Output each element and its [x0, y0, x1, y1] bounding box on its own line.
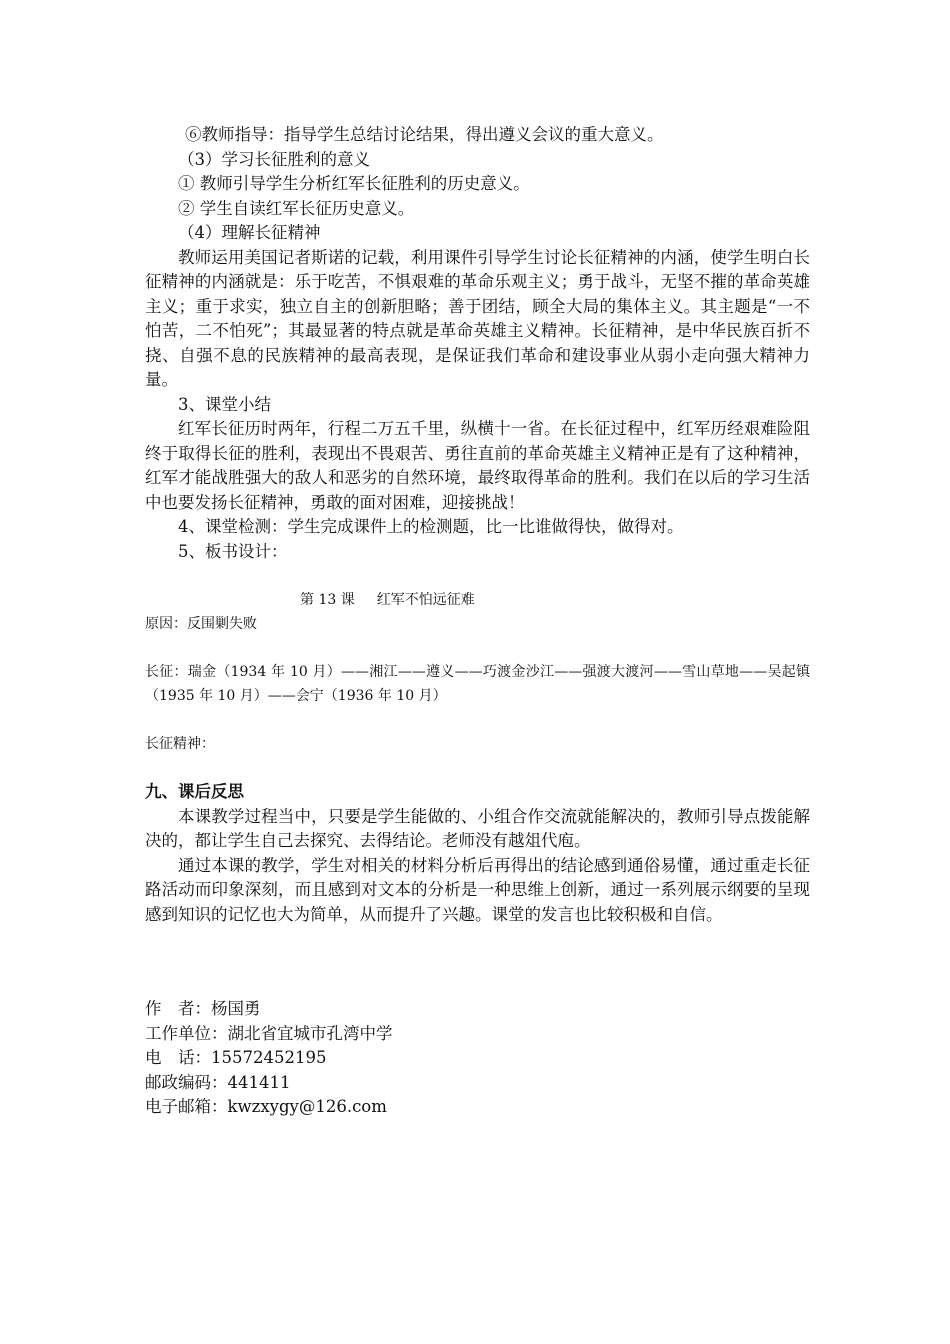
step-teacher-guidance: ⑥教师指导：指导学生总结讨论结果，得出遵义会议的重大意义。 — [185, 125, 664, 144]
step-self-reading: ② 学生自读红军长征历史意义。 — [178, 198, 415, 218]
author-email: 电子邮箱：kwzxygy@126.com — [145, 1097, 387, 1116]
paragraph-spirit: 教师运用美国记者斯诺的记载，利用课件引导学生讨论长征精神的内涵，使学生明白长征精神的内涵就是：乐于吃苦，不惧艰难的革命乐观主义；勇于战斗，无坚不摧的革命英雄主义；重于求实，独立自主的创新胆略；善于团结，顾全大局的集体主义。其主题是“一不怕苦，二不怕死”；其最显著的特点就是革命英雄主义精神。长征精神，是中华民族百折不挠、自强不息的民族精神的最高表现，是保证我们革命和建设事业从弱小走向强大精神力量。 — [145, 247, 810, 389]
step-analyze-significance: ① 教师引导学生分析红军长征胜利的历史意义。 — [178, 174, 530, 193]
heading-reflection: 九、课后反思 — [145, 782, 244, 801]
board-spirit: 长征精神： — [145, 736, 215, 752]
paragraph-reflection-1: 本课教学过程当中，只要是学生能做的、小组合作交流就能解决的，教师引导点拨能解决的，都让学生自己去探究、去得结论。老师没有越俎代庖。 — [145, 806, 810, 850]
document-page — [145, 123, 810, 1120]
author-postcode: 邮政编码：441411 — [145, 1072, 291, 1092]
section-long-march-spirit: （4）理解长征精神 — [178, 223, 321, 242]
board-route: 长征：瑞金（1934 年 10 月）——湘江——遵义——巧渡金沙江——强渡大渡河——雪山草地——吴起镇（1935 年 10 月）——会宁（1936 年 10 月） — [145, 664, 810, 704]
board-lesson-number: 第 13 课 — [300, 592, 355, 608]
heading-board-design: 5、板书设计： — [178, 541, 288, 561]
author-phone: 电 话：15572452195 — [145, 1048, 327, 1067]
paragraph-summary: 红军长征历时两年，行程二万五千里，纵横十一省。在长征过程中，红军历经艰难险阻终于取得长征的胜利，表现出不畏艰苦、勇往直前的革命英雄主义精神正是有了这种精神，红军才能战胜强大的敌人和恶劣的自然环境，最终取得革命的胜利。我们在以后的学习生活中也要发扬长征精神，勇敢的面对困难，迎接挑战！ — [145, 419, 810, 512]
board-lesson-title: 红军不怕远征难 — [376, 592, 475, 608]
class-test-line: 4、课堂检测：学生完成课件上的检测题，比一比谁做得快，做得对。 — [178, 517, 684, 536]
section-long-march-significance: （3）学习长征胜利的意义 — [178, 149, 370, 169]
paragraph-reflection-2: 通过本课的教学，学生对相关的材料分析后再得出的结论感到通俗易懂，通过重走长征路活动而印象深刻，而且感到对文本的分析是一种思维上创新，通过一系列展示纲要的呈现感到知识的记忆也大为简单，从而提升了兴趣。课堂的发言也比较积极和自信。 — [145, 855, 810, 924]
author-name: 作 者：杨国勇 — [145, 999, 261, 1018]
author-unit: 工作单位：湖北省宜城市孔湾中学 — [145, 1023, 393, 1043]
board-title — [145, 588, 810, 612]
board-cause: 原因：反围剿失败 — [145, 616, 257, 632]
heading-class-summary: 3、课堂小结 — [178, 394, 271, 414]
